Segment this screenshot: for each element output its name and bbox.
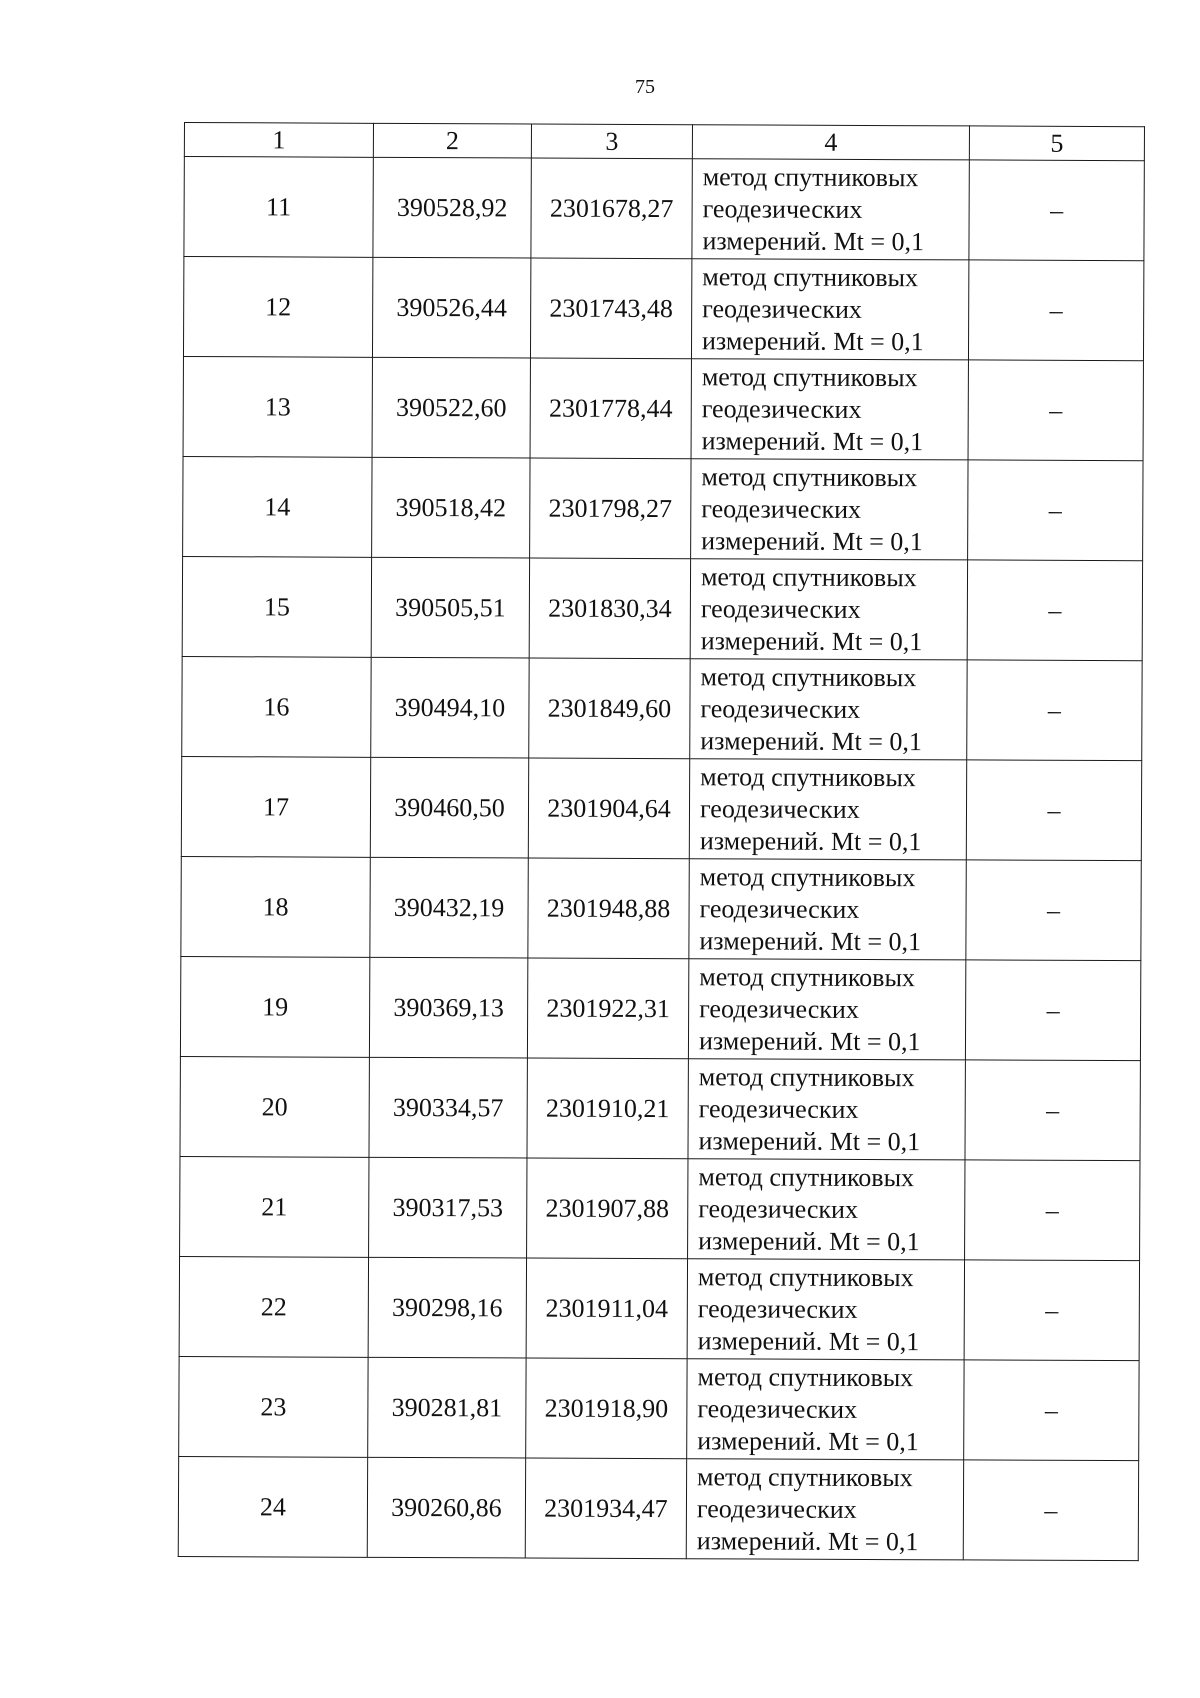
note-cell: – <box>967 560 1142 661</box>
method-cell <box>688 1159 965 1260</box>
table-row <box>183 356 1143 460</box>
x-coordinate-cell: 390298,16 <box>368 1257 526 1358</box>
page-number: 75 <box>635 76 655 98</box>
column-header-1: 1 <box>184 123 373 158</box>
point-number-cell: 20 <box>180 1056 369 1157</box>
y-coordinate-cell: 2301907,88 <box>527 1158 688 1259</box>
method-line: измерений. Mt = 0,1 <box>701 425 924 456</box>
x-coordinate-cell: 390432,19 <box>370 857 528 958</box>
method-cell <box>688 1059 965 1160</box>
method-line: измерений. Mt = 0,1 <box>696 1525 919 1556</box>
table-row <box>180 956 1140 1060</box>
table-row <box>182 556 1142 660</box>
method-line: измерений. Mt = 0,1 <box>697 1425 919 1456</box>
method-line: метод спутниковых <box>701 361 918 392</box>
y-coordinate-cell: 2301948,88 <box>528 858 689 959</box>
x-coordinate-cell: 390518,42 <box>372 457 530 558</box>
y-coordinate-cell: 2301743,48 <box>530 258 691 359</box>
point-number-cell: 15 <box>182 556 371 657</box>
method-line: метод спутниковых <box>697 1461 913 1492</box>
method-line: метод спутниковых <box>700 561 917 592</box>
point-number-cell: 17 <box>181 756 370 857</box>
note-cell: – <box>965 1060 1140 1161</box>
method-line: метод спутниковых <box>697 1361 914 1392</box>
method-line: метод спутниковых <box>702 161 919 192</box>
method-line: измерений. Mt = 0,1 <box>699 825 922 856</box>
x-coordinate-cell: 390281,81 <box>368 1357 526 1458</box>
method-line: измерений. Mt = 0,1 <box>701 525 923 556</box>
method-line: геодезических <box>699 793 860 824</box>
note-cell: – <box>968 460 1143 561</box>
y-coordinate-cell: 2301849,60 <box>529 658 690 759</box>
y-coordinate-cell: 2301904,64 <box>528 758 689 859</box>
method-line: метод спутниковых <box>700 761 916 792</box>
method-line: геодезических <box>697 1393 858 1424</box>
method-line: измерений. Mt = 0,1 <box>699 925 922 956</box>
note-cell: – <box>969 160 1144 261</box>
method-cell <box>689 859 966 960</box>
y-coordinate-cell: 2301918,90 <box>526 1358 687 1459</box>
note-cell: – <box>967 660 1142 761</box>
note-cell: – <box>964 1360 1139 1461</box>
x-coordinate-cell: 390260,86 <box>367 1457 525 1558</box>
method-line: геодезических <box>701 393 862 424</box>
note-cell: – <box>963 1460 1138 1561</box>
method-cell <box>691 359 968 460</box>
y-coordinate-cell: 2301911,04 <box>526 1258 687 1359</box>
method-line: геодезических <box>701 493 862 524</box>
point-number-cell: 21 <box>180 1156 369 1257</box>
method-line: метод спутниковых <box>702 261 919 292</box>
method-line: геодезических <box>696 1493 857 1524</box>
method-line: метод спутниковых <box>699 961 916 992</box>
point-number-cell: 18 <box>181 856 370 957</box>
x-coordinate-cell: 390369,13 <box>369 957 527 1058</box>
table-row <box>178 1456 1138 1560</box>
column-header-4: 4 <box>692 125 969 160</box>
x-coordinate-cell: 390460,50 <box>370 757 528 858</box>
method-line: измерений. Mt = 0,1 <box>700 725 922 756</box>
table-row <box>181 756 1141 860</box>
table-row <box>182 656 1142 760</box>
table-body <box>178 157 1144 1561</box>
y-coordinate-cell: 2301910,21 <box>527 1058 688 1159</box>
note-cell: – <box>968 260 1143 361</box>
point-number-cell: 13 <box>183 356 372 457</box>
note-cell: – <box>965 1160 1140 1261</box>
point-number-cell: 19 <box>180 956 369 1057</box>
method-cell <box>687 1259 964 1360</box>
method-line: геодезических <box>698 1193 859 1224</box>
method-line: геодезических <box>702 193 863 224</box>
method-line: метод спутниковых <box>700 661 917 692</box>
method-line: геодезических <box>700 693 861 724</box>
method-line: геодезических <box>697 1293 858 1324</box>
method-line: метод спутниковых <box>699 861 916 892</box>
coordinates-table <box>178 122 1145 1561</box>
table-row <box>181 856 1141 960</box>
point-number-cell: 22 <box>179 1256 368 1357</box>
method-cell <box>691 259 968 360</box>
method-line: геодезических <box>699 893 860 924</box>
method-line: измерений. Mt = 0,1 <box>701 325 924 356</box>
point-number-cell: 12 <box>183 257 372 358</box>
x-coordinate-cell: 390317,53 <box>369 1157 527 1258</box>
method-cell <box>691 459 968 560</box>
y-coordinate-cell: 2301830,34 <box>529 558 690 659</box>
note-cell: – <box>968 360 1143 461</box>
y-coordinate-cell: 2301678,27 <box>531 158 692 259</box>
method-line: метод спутниковых <box>701 461 918 492</box>
x-coordinate-cell: 390334,57 <box>369 1057 527 1158</box>
table-row <box>183 257 1143 361</box>
method-cell <box>690 559 967 660</box>
note-cell: – <box>964 1260 1139 1361</box>
table-row <box>184 157 1144 261</box>
x-coordinate-cell: 390494,10 <box>371 657 529 758</box>
y-coordinate-cell: 2301934,47 <box>525 1458 686 1559</box>
y-coordinate-cell: 2301798,27 <box>530 458 691 559</box>
method-line: измерений. Mt = 0,1 <box>698 1025 921 1056</box>
method-line: измерений. Mt = 0,1 <box>698 1225 920 1256</box>
point-number-cell: 24 <box>178 1456 367 1557</box>
column-header-2: 2 <box>373 123 531 158</box>
method-line: метод спутниковых <box>698 1061 915 1092</box>
method-cell <box>688 959 965 1060</box>
column-header-3: 3 <box>531 124 692 159</box>
note-cell: – <box>966 860 1141 961</box>
table-row <box>179 1256 1139 1360</box>
point-number-cell: 23 <box>179 1356 368 1457</box>
table-row <box>180 1156 1140 1260</box>
method-cell <box>689 759 966 860</box>
y-coordinate-cell: 2301922,31 <box>527 958 688 1059</box>
x-coordinate-cell: 390528,92 <box>373 157 531 258</box>
method-line: геодезических <box>698 1093 859 1124</box>
x-coordinate-cell: 390522,60 <box>372 357 530 458</box>
table-row <box>179 1356 1139 1460</box>
method-cell <box>692 159 969 260</box>
point-number-cell: 16 <box>182 656 371 757</box>
x-coordinate-cell: 390526,44 <box>372 257 530 358</box>
y-coordinate-cell: 2301778,44 <box>530 358 691 459</box>
x-coordinate-cell: 390505,51 <box>371 557 529 658</box>
method-line: измерений. Mt = 0,1 <box>702 225 925 256</box>
method-line: измерений. Mt = 0,1 <box>698 1125 921 1156</box>
method-line: геодезических <box>700 593 861 624</box>
method-line: геодезических <box>702 293 862 324</box>
table-row <box>183 456 1143 560</box>
method-cell <box>690 659 967 760</box>
table-row <box>180 1056 1140 1160</box>
method-line: метод спутниковых <box>697 1261 914 1292</box>
method-cell <box>686 1459 963 1560</box>
point-number-cell: 11 <box>184 157 373 258</box>
method-line: метод спутниковых <box>698 1161 915 1192</box>
method-line: геодезических <box>699 993 859 1024</box>
method-line: измерений. Mt = 0,1 <box>700 625 923 656</box>
column-header-5: 5 <box>969 126 1144 161</box>
note-cell: – <box>965 960 1140 1061</box>
table-header-row <box>184 123 1144 161</box>
point-number-cell: 14 <box>183 456 372 557</box>
method-cell <box>687 1359 964 1460</box>
method-line: измерений. Mt = 0,1 <box>697 1325 920 1356</box>
note-cell: – <box>966 760 1141 861</box>
